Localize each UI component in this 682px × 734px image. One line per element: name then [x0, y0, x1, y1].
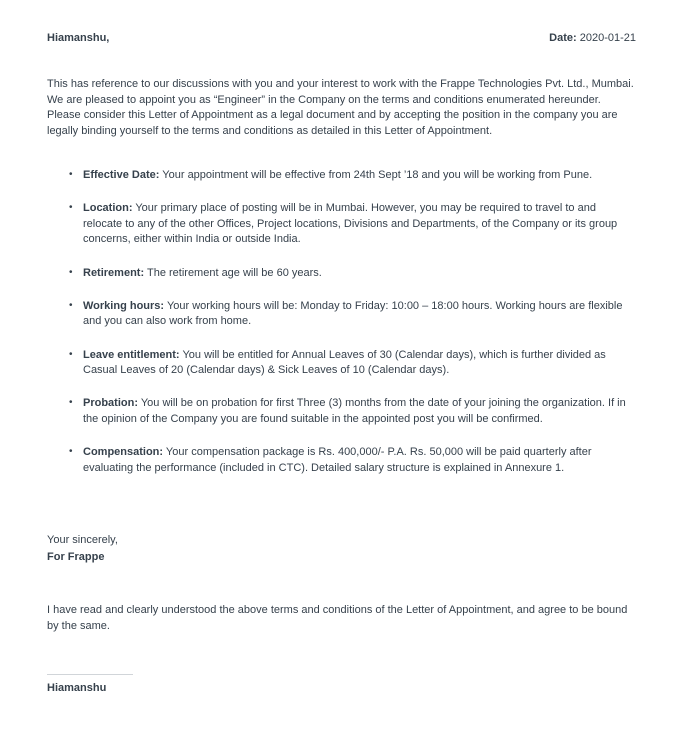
term-label: Retirement:: [83, 266, 145, 279]
term-text: Your primary place of posting will be in Mumbai. However, you may be required to travel to and relocate to any of the other Offices, Project locations, Divisions and Departments, of the Company or its group concerns, either within India or outside India.: [83, 202, 618, 246]
term-label: Location:: [83, 202, 133, 215]
term-label: Leave entitlement:: [83, 348, 180, 361]
term-item-compensation: [83, 445, 636, 476]
recipient-name: Hiamanshu,: [47, 32, 110, 44]
term-text: Your compensation package is Rs. 400,000/- P.A. Rs. 50,000 will be paid quarterly after evaluating the performance (included in CTC). Detailed salary structure is explained in Annexure 1.: [83, 446, 592, 474]
closing-salutation: Your sincerely,: [47, 534, 118, 547]
closing-company: For Frappe: [47, 551, 105, 564]
letter-header: [47, 31, 636, 46]
term-text: The retirement age will be 60 years.: [146, 266, 322, 279]
term-item-retirement: [83, 266, 636, 281]
term-label: Effective Date:: [83, 168, 160, 181]
date-label: Date:: [549, 32, 577, 44]
term-text: You will be entitled for Annual Leaves of 30 (Calendar days), which is further divided as Casual Leaves of 20 (Calendar days) & Sick Leaves of 10 (Calendar days).: [83, 348, 606, 377]
term-label: Compensation:: [83, 446, 164, 459]
term-item-leave-entitlement: [83, 348, 636, 379]
letter-date: [549, 31, 636, 46]
term-item-effective-date: [83, 168, 636, 183]
terms-list: [47, 168, 636, 476]
acknowledgement-paragraph: I have read and clearly understood the above terms and conditions of the Letter of Appointment, and agree to be bound by the same.: [47, 604, 628, 632]
term-label: Working hours:: [83, 299, 165, 312]
term-item-working-hours: [83, 299, 636, 330]
term-text: You will be on probation for first Three (3) months from the date of your joining the organization. If in the opinion of the Company you are found suitable in the appointed post you will be confirmed.: [83, 397, 626, 425]
signature-line: [47, 674, 133, 675]
term-item-location: [83, 201, 636, 247]
closing-block: [47, 532, 636, 566]
intro-paragraph: This has reference to our discussions with you and your interest to work with the Frappe Technologies Pvt. Ltd., Mumbai. We are pleased to appoint you as “Engineer” in the Company on the terms and conditions enumerated hereunder. Please consider this Letter of Appointment as a legal document and by accepting the position in the company you are legally binding yourself to the terms and conditions as detailed in this Letter of Appointment.: [47, 78, 634, 137]
signature-name: Hiamanshu: [47, 681, 107, 694]
signature-block: [47, 674, 636, 696]
term-text: Your appointment will be effective from 24th Sept ’18 and you will be working from Pune.: [162, 168, 593, 181]
term-text: Your working hours will be: Monday to Friday: 10:00 – 18:00 hours. Working hours are flexible and you can also work from home.: [83, 299, 623, 328]
date-value: 2020-01-21: [579, 32, 636, 44]
term-label: Probation:: [83, 397, 138, 410]
term-item-probation: [83, 396, 636, 427]
